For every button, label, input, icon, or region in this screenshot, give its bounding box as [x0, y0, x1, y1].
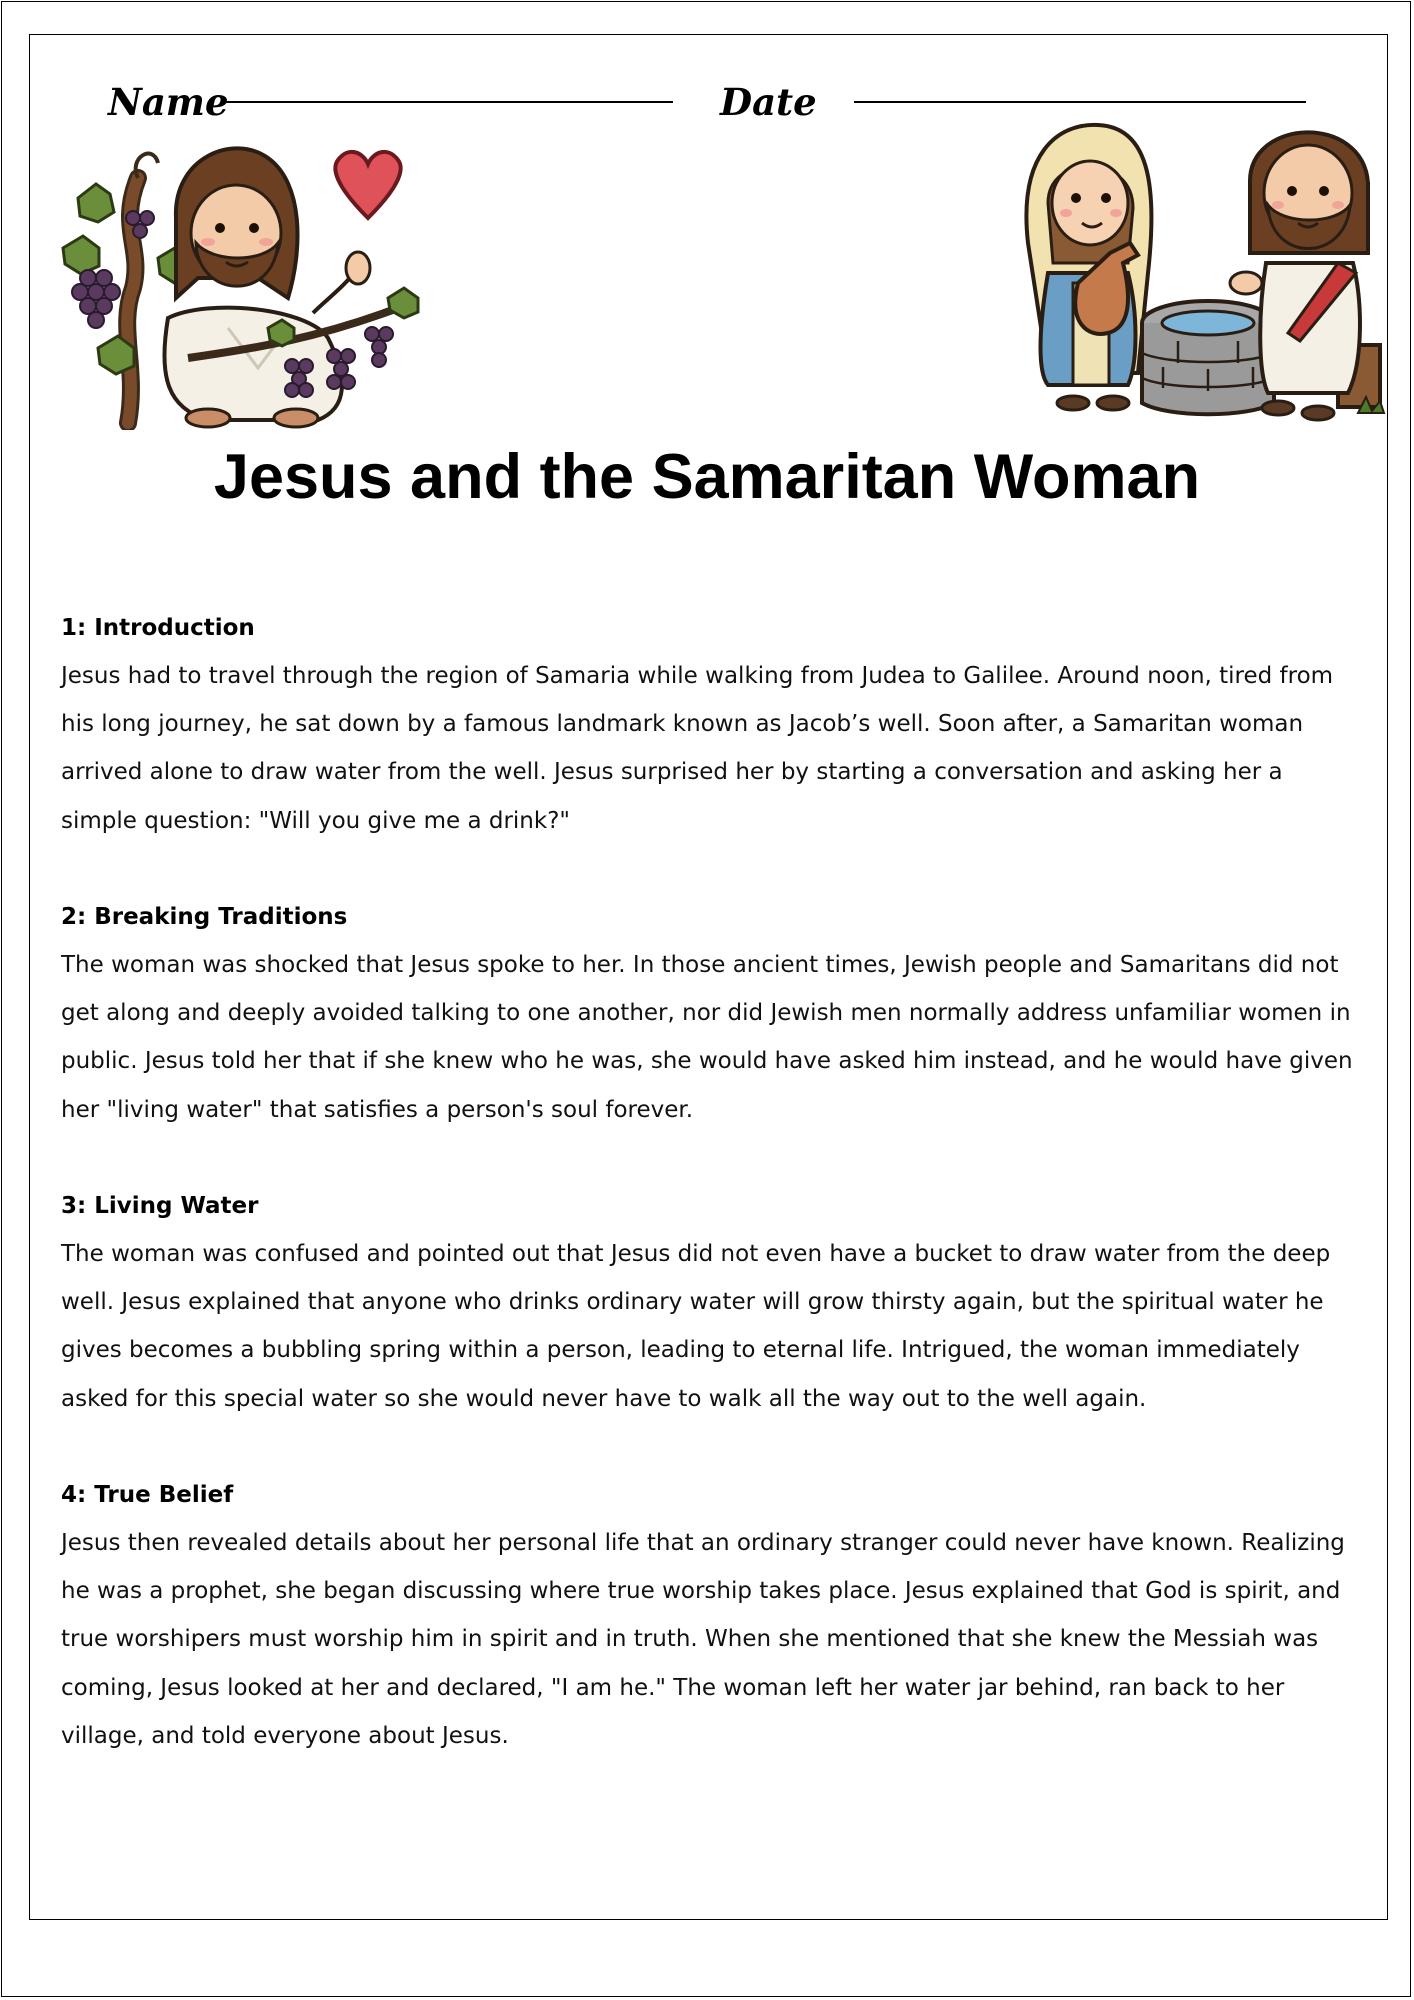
- section-body: The woman was confused and pointed out that Jesus did not even have a bucket to draw water from the deep well. Jesus explained that anyone who drinks ordinary water will grow thirsty again, but the spiritual water he gives becomes a bubbling spring within a person, leading to eternal life. Intrigued, the woman immediately asked for this special water so she would never have to walk all the way out to the well again.: [61, 1241, 1331, 1412]
- section-body: The woman was shocked that Jesus spoke to her. In those ancient times, Jewish people and Samaritans did not get along and deeply avoided talking to one another, nor did Jewish men normally address unfamiliar women in public. Jesus told her that if she knew who he was, she would have asked him instead, and he would have given her "living water" that satisfies a person's soul forever.: [61, 952, 1353, 1123]
- page-title: Jesus and the Samaritan Woman: [213, 442, 1201, 512]
- section-heading: 3: Living Water: [61, 1193, 259, 1219]
- jesus-woman-at-well-illustration: [1018, 113, 1388, 425]
- section-living-water: [61, 1188, 1361, 1423]
- section-introduction: [61, 610, 1361, 845]
- section-heading: 2: Breaking Traditions: [61, 904, 348, 930]
- section-body: Jesus had to travel through the region of Samaria while walking from Judea to Galilee. Around noon, tired from his long journey, he sat down by a famous landmark known as Jacob’s well. Soon after, a Samaritan woman arrived alone to draw water from the well. Jesus surprised her by starting a conversation and asking her a simple question: "Will you give me a drink?": [61, 663, 1334, 834]
- section-true-belief: [61, 1477, 1361, 1760]
- section-breaking-traditions: [61, 899, 1361, 1134]
- section-heading: 4: True Belief: [61, 1482, 234, 1508]
- section-heading: 1: Introduction: [61, 615, 255, 641]
- date-label: Date: [720, 80, 817, 124]
- jesus-vine-heart-illustration: [58, 138, 428, 430]
- name-field-line[interactable]: [221, 101, 673, 103]
- date-field-line[interactable]: [854, 101, 1306, 103]
- name-label: Name: [108, 80, 229, 124]
- section-body: Jesus then revealed details about her personal life that an ordinary stranger could never have known. Realizing he was a prophet, she began discussing where true worship takes place. Jesus explained that God is spirit, and true worshipers must worship him in spirit and in truth. When she mentioned that she knew the Messiah was coming, Jesus looked at her and declared, "I am he." The woman left her water jar behind, ran back to her village, and told everyone about Jesus.: [61, 1530, 1345, 1749]
